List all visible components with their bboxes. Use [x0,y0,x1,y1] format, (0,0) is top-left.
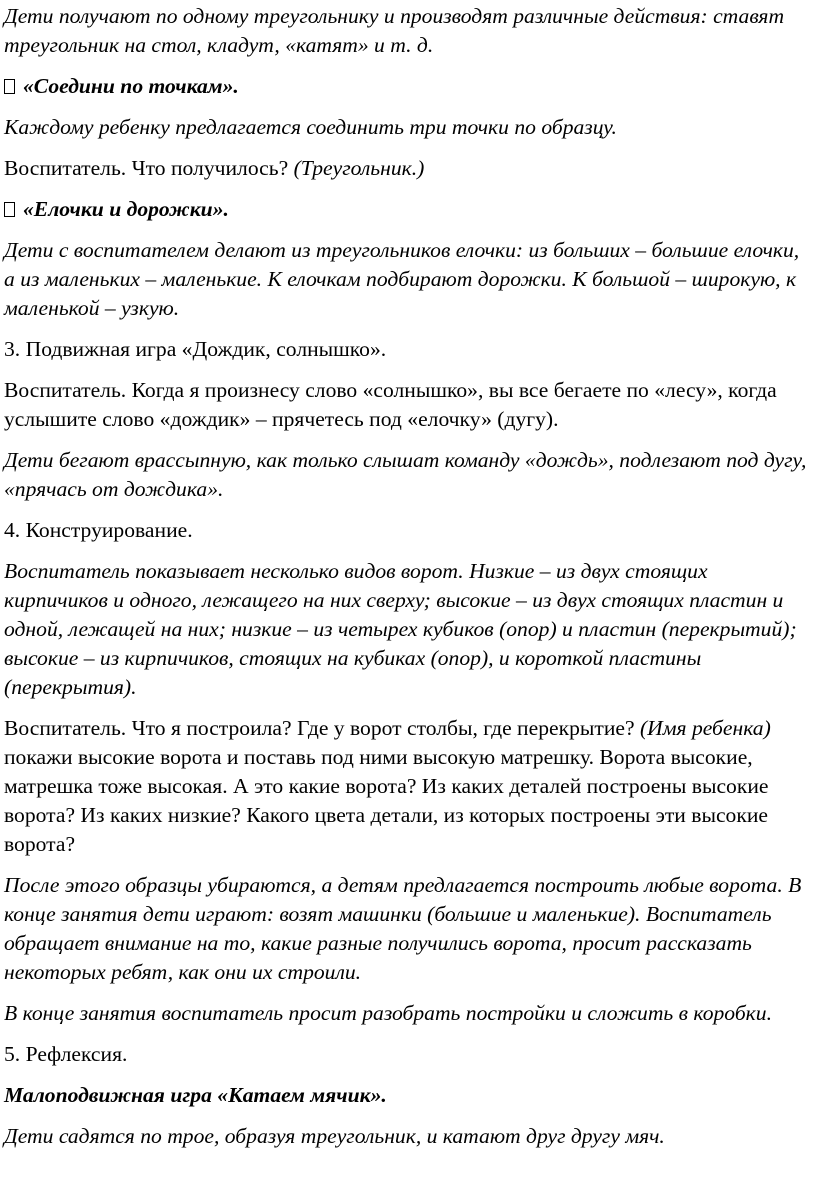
paragraph-teacher-questions [4,714,812,859]
paragraph-free-building: После этого образцы убираются, а детям предлагается построить любые ворота. В конце занятия дети играют: возят машинки (большие и маленькие). Воспитатель обращает внимание на то, какие разные получились ворота, просит рассказать некоторых ребят, как они их строили. [4,873,802,984]
teacher-questions-part1: Воспитатель. Что я построила? Где у ворот столбы, где перекрытие? [4,716,635,740]
paragraph-trees-paths: Дети с воспитателем делают из треугольников елочки: из больших – большие елочки, а из маленьких – маленькие. К елочкам подбирают дорожки. К большой – широкую, к маленькой – узкую. [4,238,800,320]
teacher-questions-part2: покажи высокие ворота и поставь под ними высокую матрешку. Ворота высокие, матрешка тоже высокая. А это какие ворота? Из каких деталей построены высокие ворота? Из каких низкие? Какого цвета детали, из которых построены эти высокие ворота? [4,745,769,856]
checkbox-bullet-icon [4,79,15,94]
section-outdoor-game: 3. Подвижная игра «Дождик, солнышко». [4,337,387,361]
heading-connect-dots [4,72,812,101]
heading-ball-game: Малоподвижная игра «Катаем мячик». [4,1083,387,1107]
paragraph-game-action: Дети бегают врассыпную, как только слышат команду «дождь», подлезают под дугу, «прячась от дождика». [4,448,807,501]
paragraph-ball-game: Дети садятся по трое, образуя треугольник, и катают друг другу мяч. [4,1124,665,1148]
teacher-question: Воспитатель. Что получилось? [4,156,289,180]
heading-trees-paths-text: «Елочки и дорожки». [23,197,229,221]
heading-connect-dots-text: «Соедини по точкам». [23,74,239,98]
child-name-placeholder: (Имя ребенка) [639,716,771,740]
section-construction: 4. Конструирование. [4,518,193,542]
paragraph-triangle-actions: Дети получают по одному треугольнику и производят различные действия: ставят треугольник на стол, кладут, «катят» и т. д. [4,4,785,57]
paragraph-gates-description: Воспитатель показывает несколько видов ворот. Низкие – из двух стоящих кирпичиков и одного, лежащего на них сверху; высокие – из двух стоящих пластин и одной, лежащей на них; низкие – из четырех кубиков (опор) и пластин (перекрытий); высокие – из кирпичиков, стоящих на кубиках (опор), и короткой пластины (перекрытия). [4,559,797,699]
answer-triangle: (Треугольник.) [293,156,425,180]
paragraph-connect-dots: Каждому ребенку предлагается соединить три точки по образцу. [4,115,617,139]
checkbox-bullet-icon [4,202,15,217]
section-reflection: 5. Рефлексия. [4,1042,128,1066]
paragraph-what-happened [4,154,812,183]
heading-trees-paths [4,195,812,224]
paragraph-game-rules: Воспитатель. Когда я произнесу слово «солнышко», вы все бегаете по «лесу», когда услышите слово «дождик» – прячетесь под «елочку» (дугу). [4,378,777,431]
paragraph-cleanup: В конце занятия воспитатель просит разобрать постройки и сложить в коробки. [4,1001,772,1025]
